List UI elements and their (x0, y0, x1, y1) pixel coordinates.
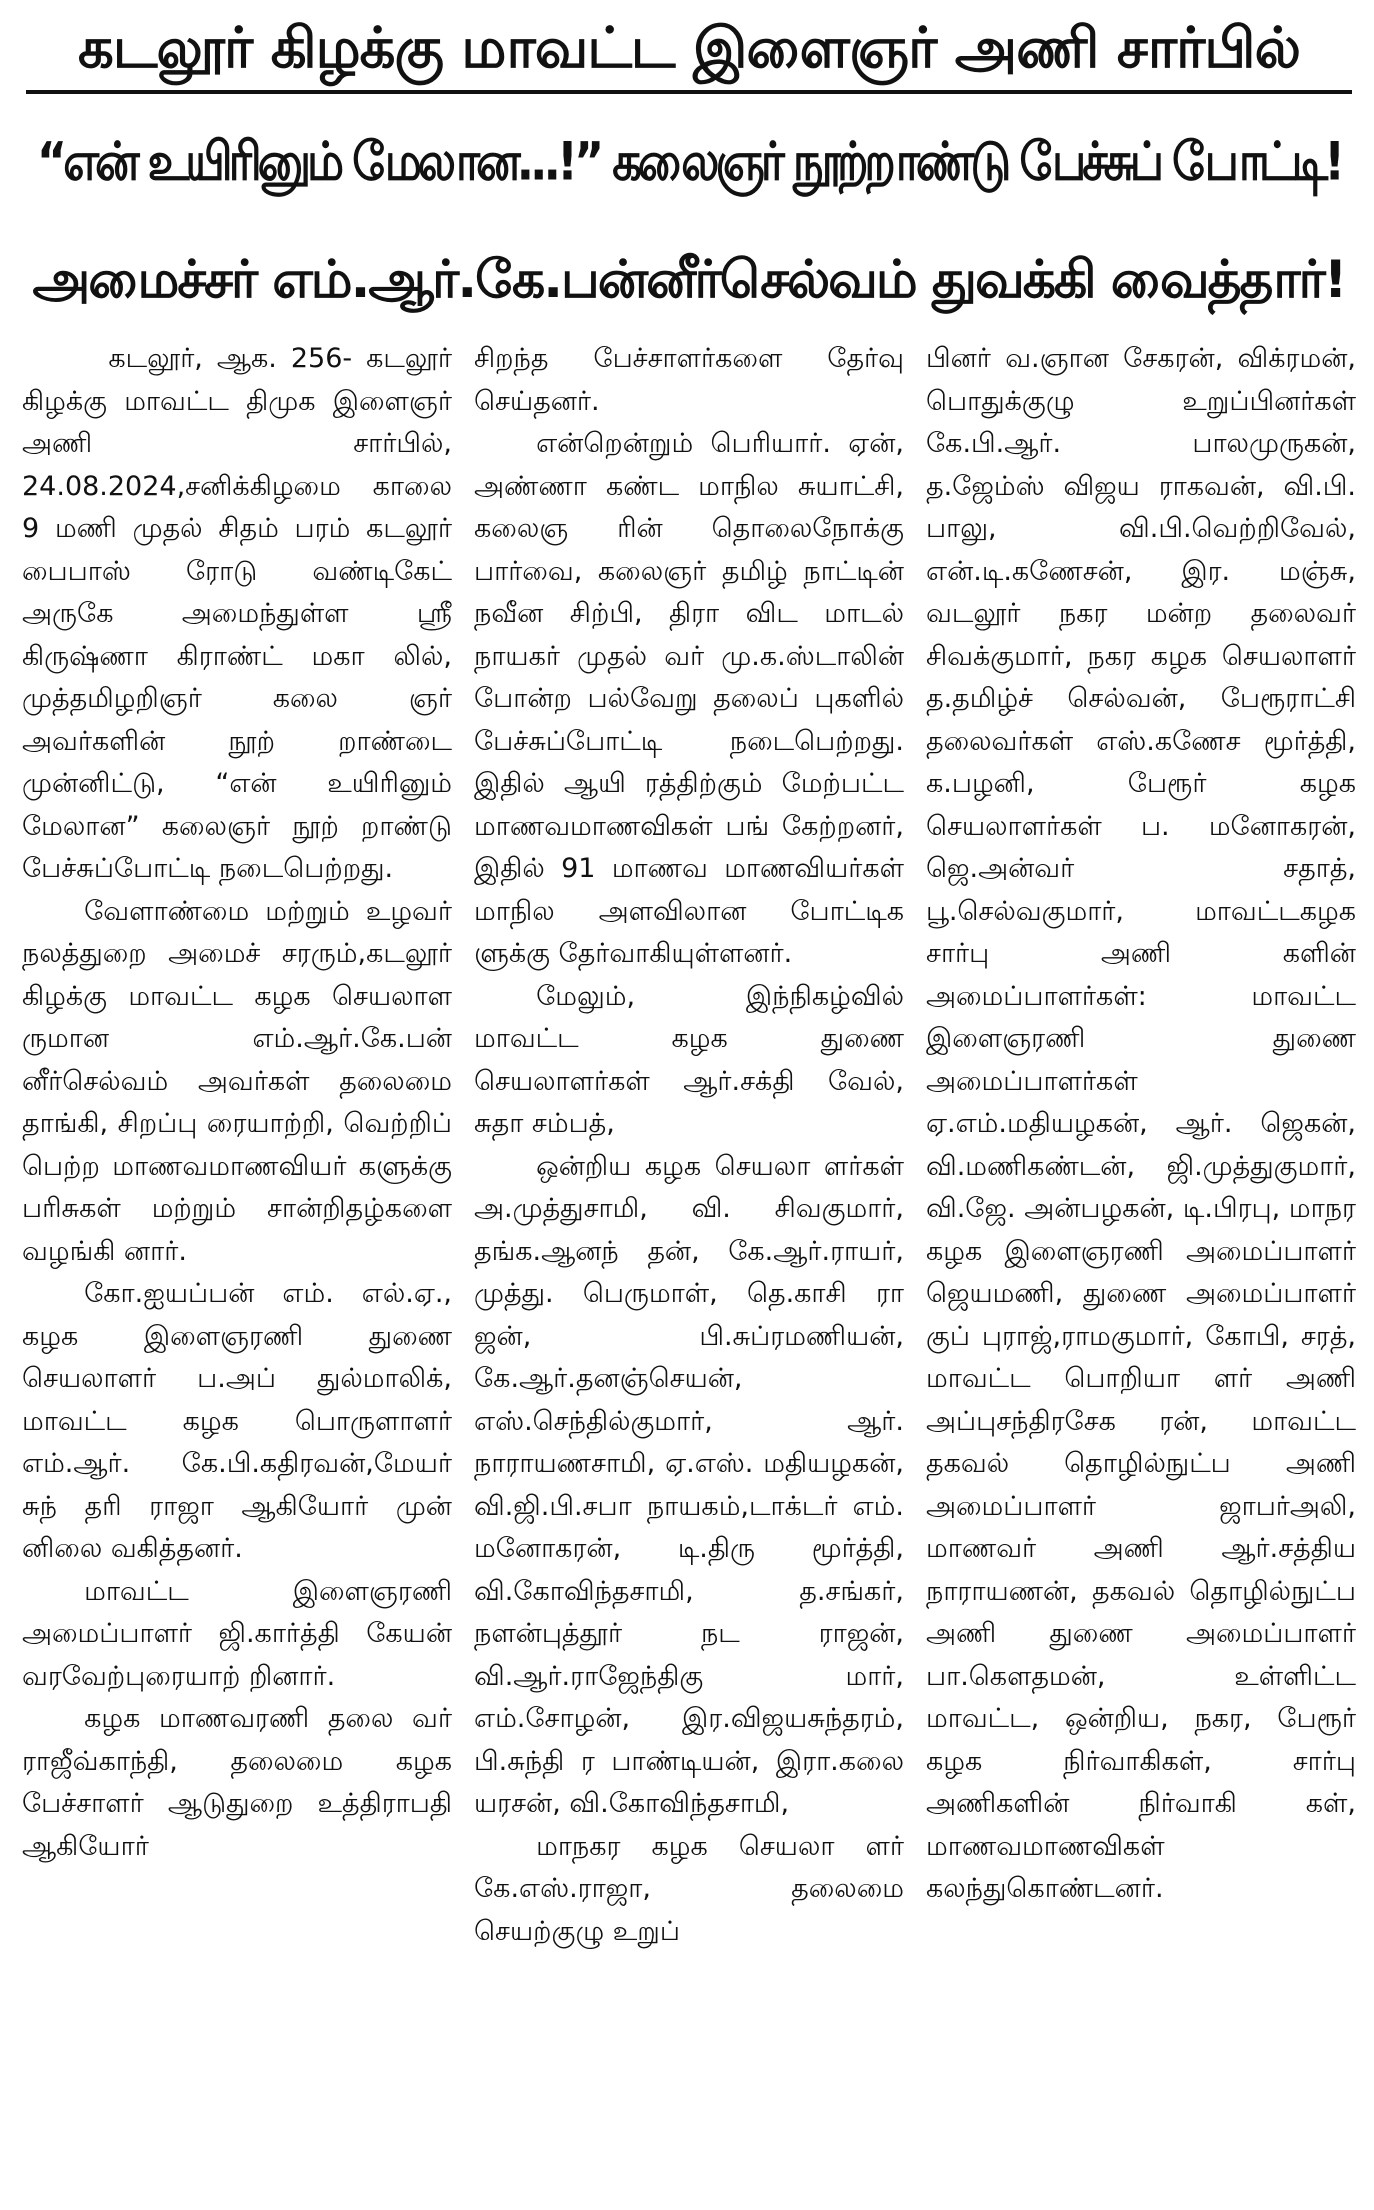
article-paragraph: மாவட்ட இளைஞரணி அமைப்பாளர் ஜி.கார்த்தி கேயன் வரவேற்புரையாற் றினார். (22, 1575, 452, 1692)
article-paragraph: என்றென்றும் பெரியார். ஏன், அண்ணா கண்ட மாநில சுயாட்சி, கலைஞ ரின் தொலைநோக்கு பார்வை, கலைஞர் தமிழ் நாட்டின் நவீன சிற்பி, திரா விட மாடல் நாயகர் முதல் வர் மு.க.ஸ்டாலின் போன்ற பல்வேறு தலைப் புகளில் பேச்சுப்போட்டி நடைபெற்றது. இதில் ஆயி ரத்திற்கும் மேற்பட்ட மாணவமாணவிகள் பங் கேற்றனர், இதில் 91 மாணவ மாணவியர்கள் மாநில அளவிலான போட்டிக ளுக்கு தேர்வாகியுள்ளனர். (474, 428, 904, 969)
article-paragraph: கழக மாணவரணி தலை வர் ராஜீவ்காந்தி, தலைமை கழக பேச்சாளர் ஆடுதுறை உத்திராபதி ஆகியோர் (22, 1703, 452, 1862)
kicker-heading: கடலூர் கிழக்கு மாவட்ட இளைஞர் அணி சார்பில் (78, 16, 1300, 81)
article-body (22, 338, 1356, 2168)
article-column-3 (926, 338, 1356, 2168)
article-column-2 (474, 338, 904, 2168)
article-paragraph: மேலும், இந்நிகழ்வில் மாவட்ட கழக துணை செயலாளர்கள் ஆர்.சக்தி வேல், சுதா சம்பத், (474, 980, 904, 1139)
article-paragraph: வேளாண்மை மற்றும் உழவர் நலத்துறை அமைச் சரரும்,கடலூர் கிழக்கு மாவட்ட கழக செயலாள ருமான எம்.ஆர்.கே.பன் னீர்செல்வம் அவர்கள் தலைமை தாங்கி, சிறப்பு ரையாற்றி, வெற்றிப் பெற்ற மாணவமாணவியர் களுக்கு பரிசுகள் மற்றும் சான்றிதழ்களை வழங்கி னார். (22, 895, 452, 1267)
article-paragraph: ஒன்றிய கழக செயலா ளர்கள் அ.முத்துசாமி, வி. சிவகுமார், தங்க.ஆனந் தன், கே.ஆர்.ராயர், முத்து. பெருமாள், தெ.காசி ரா ஜன், பி.சுப்ரமணியன், கே.ஆர்.தனஞ்செயன், எஸ்.செந்தில்குமார், ஆர். நாராயணசாமி, ஏ.எஸ். மதியழகன், வி.ஜி.பி.சபா நாயகம்,டாக்டர் எம். மனோகரன், டி.திரு மூர்த்தி, வி.கோவிந்தசாமி, த.சங்கர், நளன்புத்தூர் நட ராஜன், வி.ஆர்.ராஜேந்திகு மார், எம்.சோழன், இர.விஜயசுந்தரம், பி.சுந்தி ர பாண்டியன், இரா.கலை யரசன், வி.கோவிந்தசாமி, (474, 1150, 904, 1819)
subheadline: அமைச்சர் எம்.ஆர்.கே.பன்னீர்செல்வம் துவக்கி வைத்தார்! (32, 250, 1346, 310)
article-paragraph: கோ.ஐயப்பன் எம். எல்.ஏ., கழக இளைஞரணி துணை செயலாளர் ப.அப் துல்மாலிக், மாவட்ட கழக பொருளாளர் எம்.ஆர். கே.பி.கதிரவன்,மேயர் சுந் தரி ராஜா ஆகியோர் முன் னிலை வகித்தனர். (22, 1278, 452, 1564)
article-paragraph: மாநகர கழக செயலா ளர் கே.எஸ்.ராஜா, தலைமை செயற்குழு உறுப் (474, 1830, 904, 1947)
article-paragraph: சிறந்த பேச்சாளர்களை தேர்வு செய்தனர். (474, 343, 904, 417)
article-paragraph: பினர் வ.ஞான சேகரன், விக்ரமன், பொதுக்குழு உறுப்பினர்கள் கே.பி.ஆர். பாலமுருகன், த.ஜேம்ஸ் விஜய ராகவன், வி.பி. பாலு, வி.பி.வெற்றிவேல், என்.டி.கணேசன், இர. மஞ்சு, வடலூர் நகர மன்ற தலைவர் சிவக்குமார், நகர கழக செயலாளர் த.தமிழ்ச் செல்வன், பேரூராட்சி தலைவர்கள் எஸ்.கணேச மூர்த்தி, க.பழனி, பேரூர் கழக செயலாளர்கள் ப. மனோகரன், ஜெ.அன்வர் சதாத், பூ.செல்வகுமார், மாவட்டகழக சார்பு அணி களின் அமைப்பாளர்கள்: மாவட்ட இளைஞரணி துணை அமைப்பாளர்கள் ஏ.எம்.மதியழகன், ஆர். ஜெகன், வி.மணிகண்டன், ஜி.முத்துகுமார், வி.ஜே. அன்பழகன், டி.பிரபு, மாநர கழக இளைஞரணி அமைப்பாளர் ஜெயமணி, துணை அமைப்பாளர் குப் புராஜ்,ராமகுமார், கோபி, சரத், மாவட்ட பொறியா ளர் அணி அப்புசந்திரசேக ரன், மாவட்ட தகவல் தொழில்நுட்ப அணி அமைப்பாளர் ஜாபர்அலி, மாணவர் அணி ஆர்.சத்திய நாராயணன், தகவல் தொழில்நுட்ப அணி துணை அமைப்பாளர் பா.கௌதமன், உள்ளிட்ட மாவட்ட, ஒன்றிய, நகர, பேரூர் கழக நிர்வாகிகள், சார்பு அணிகளின் நிர்வாகி கள், மாணவமாணவிகள் கலந்துகொண்டனர். (926, 343, 1356, 1904)
article-paragraph: கடலூர், ஆக. 256- கடலூர் கிழக்கு மாவட்ட திமுக இளைஞர் அணி சார்பில், 24.08.2024,சனிக்கிழமை காலை 9 மணி முதல் சிதம் பரம் கடலூர் பைபாஸ் ரோடு வண்டிகேட் அருகே அமைந்துள்ள ஸ்ரீ கிருஷ்ணா கிராண்ட் மகா லில், முத்தமிழறிஞர் கலை ஞர் அவர்களின் நூற் றாண்டை முன்னிட்டு, “என் உயிரினும் மேலான” கலைஞர் நூற் றாண்டு பேச்சுப்போட்டி நடைபெற்றது. (22, 343, 452, 884)
headline: “என் உயிரினும் மேலான...!” கலைஞர் நூற்றாண்டு பேச்சுப் போட்டி! (36, 129, 1342, 193)
article-column-1 (22, 338, 452, 2168)
